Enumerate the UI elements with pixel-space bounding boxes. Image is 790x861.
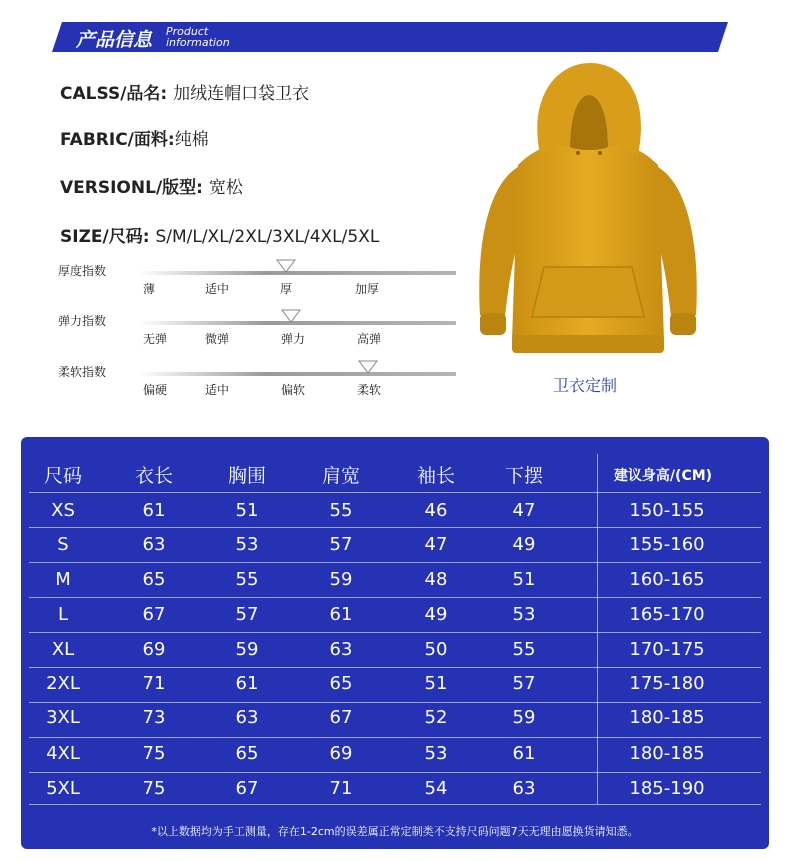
cell-size: 4XL: [46, 743, 80, 764]
index-label: 柔软: [356, 383, 382, 397]
cell-size: M: [55, 569, 71, 590]
cell-shoulder: 67: [329, 707, 353, 728]
cell-length: 67: [142, 604, 166, 625]
softness-index: [58, 363, 403, 403]
selected-marker-icon: [358, 360, 378, 374]
selected-marker-icon: [276, 259, 296, 273]
row-divider: [29, 597, 761, 598]
cell-size: XS: [51, 500, 75, 521]
selected-marker-icon: [281, 309, 301, 323]
cell-height: 180-185: [629, 743, 705, 764]
header-height: 建议身高/(CM): [613, 468, 713, 484]
cell-size: L: [57, 604, 69, 625]
cell-length: 69: [142, 639, 166, 660]
info-version-row: [60, 173, 243, 198]
section-header-banner: [52, 22, 728, 52]
cell-length: 63: [142, 534, 166, 555]
info-fabric-row: [60, 125, 209, 150]
cell-chest: 61: [235, 673, 259, 694]
cell-shoulder: 71: [329, 778, 353, 799]
info-size-value: S/M/L/XL/2XL/3XL/4XL/5XL: [155, 227, 380, 247]
cell-hem: 49: [512, 534, 536, 555]
cell-chest: 59: [235, 639, 259, 660]
index-label: 厚: [279, 282, 293, 296]
row-divider: [29, 737, 761, 738]
cell-sleeve: 54: [424, 778, 448, 799]
header-length: 衣长: [134, 465, 174, 487]
cell-length: 71: [142, 673, 166, 694]
cell-shoulder: 57: [329, 534, 353, 555]
cell-length: 73: [142, 707, 166, 728]
cell-hem: 61: [512, 743, 536, 764]
cell-height: 160-165: [629, 569, 705, 590]
column-divider: [597, 454, 598, 804]
cell-height: 150-155: [629, 500, 705, 521]
header-size: 尺码: [43, 465, 83, 487]
info-fabric-value: 纯棉: [174, 130, 209, 150]
hoodie-icon: [468, 55, 708, 370]
index-label: 高弹: [356, 332, 382, 346]
index-title: 柔软指数: [58, 365, 107, 379]
info-size-row: [60, 222, 379, 247]
cell-sleeve: 51: [424, 673, 448, 694]
info-version-value: 宽松: [208, 178, 243, 198]
index-label: 微弹: [204, 332, 230, 346]
thickness-index: [58, 262, 403, 302]
cell-hem: 55: [512, 639, 536, 660]
index-label: 无弹: [142, 332, 168, 346]
cell-hem: 53: [512, 604, 536, 625]
cell-hem: 47: [512, 500, 536, 521]
table-footnote: *以上数据均为手工测量，存在1-2cm的误差属正常定制类不支持尺码问题7天无理由愿换货请知悉。: [151, 825, 639, 838]
header-hem: 下摆: [504, 465, 544, 487]
cell-length: 75: [142, 778, 166, 799]
header-sleeve: 袖长: [416, 465, 456, 487]
info-version-key: VERSIONL/版型:: [60, 178, 209, 198]
cell-sleeve: 48: [424, 569, 448, 590]
row-divider: [29, 772, 761, 773]
info-fabric-key: FABRIC/面料:: [60, 130, 175, 150]
cell-size: 5XL: [46, 778, 80, 799]
cell-chest: 53: [235, 534, 259, 555]
cell-shoulder: 69: [329, 743, 353, 764]
info-size-key: SIZE/尺码:: [60, 227, 156, 247]
cell-length: 75: [142, 743, 166, 764]
subtitle-line-2: information: [166, 36, 230, 49]
cell-shoulder: 59: [329, 569, 353, 590]
cell-height: 175-180: [629, 673, 705, 694]
cell-height: 155-160: [629, 534, 705, 555]
cell-hem: 51: [512, 569, 536, 590]
product-caption: 卫衣定制: [553, 376, 618, 395]
row-divider: [29, 527, 761, 528]
index-label: 加厚: [354, 282, 380, 296]
cell-chest: 63: [235, 707, 259, 728]
row-divider: [29, 702, 761, 703]
info-name-key: CALSS/品名:: [60, 84, 174, 104]
cell-chest: 57: [235, 604, 259, 625]
cell-chest: 65: [235, 743, 259, 764]
info-name-value: 加绒连帽口袋卫衣: [173, 84, 310, 104]
cell-sleeve: 49: [424, 604, 448, 625]
row-divider: [29, 804, 761, 805]
cell-chest: 55: [235, 569, 259, 590]
index-title: 弹力指数: [58, 314, 107, 328]
header-chest: 胸围: [227, 465, 267, 487]
cell-hem: 59: [512, 707, 536, 728]
cell-shoulder: 65: [329, 673, 353, 694]
section-subtitle: [166, 26, 230, 48]
index-track: [138, 271, 456, 275]
elasticity-index: [58, 312, 403, 352]
info-name-row: [60, 79, 309, 104]
cell-size: 3XL: [46, 707, 80, 728]
row-divider: [29, 667, 761, 668]
index-label: 偏硬: [142, 383, 168, 397]
cell-sleeve: 46: [424, 500, 448, 521]
subtitle-line-1: Product: [166, 25, 209, 38]
cell-size: S: [57, 534, 69, 555]
header-shoulder: 肩宽: [321, 465, 361, 487]
cell-height: 165-170: [629, 604, 705, 625]
cell-height: 170-175: [629, 639, 705, 660]
banner-shape: [52, 22, 728, 52]
cell-sleeve: 47: [424, 534, 448, 555]
cell-height: 185-190: [629, 778, 705, 799]
cell-hem: 57: [512, 673, 536, 694]
cell-length: 61: [142, 500, 166, 521]
cell-length: 65: [142, 569, 166, 590]
cell-shoulder: 61: [329, 604, 353, 625]
cell-size: 2XL: [46, 673, 80, 694]
index-label: 弹力: [280, 332, 306, 346]
cell-height: 180-185: [629, 707, 705, 728]
cell-chest: 67: [235, 778, 259, 799]
row-divider: [29, 562, 761, 563]
index-track: [138, 372, 456, 376]
index-label: 适中: [204, 282, 230, 296]
section-title: 产品信息: [76, 29, 153, 51]
index-label: 薄: [142, 282, 156, 296]
cell-hem: 63: [512, 778, 536, 799]
index-title: 厚度指数: [58, 264, 107, 278]
cell-sleeve: 50: [424, 639, 448, 660]
cell-sleeve: 53: [424, 743, 448, 764]
row-divider: [29, 492, 761, 493]
index-label: 适中: [204, 383, 230, 397]
index-label: 偏软: [280, 383, 306, 397]
cell-shoulder: 55: [329, 500, 353, 521]
cell-chest: 51: [235, 500, 259, 521]
product-image: [468, 55, 708, 370]
row-divider: [29, 632, 761, 633]
cell-size: XL: [51, 639, 75, 660]
cell-shoulder: 63: [329, 639, 353, 660]
cell-sleeve: 52: [424, 707, 448, 728]
size-table: [21, 437, 769, 849]
